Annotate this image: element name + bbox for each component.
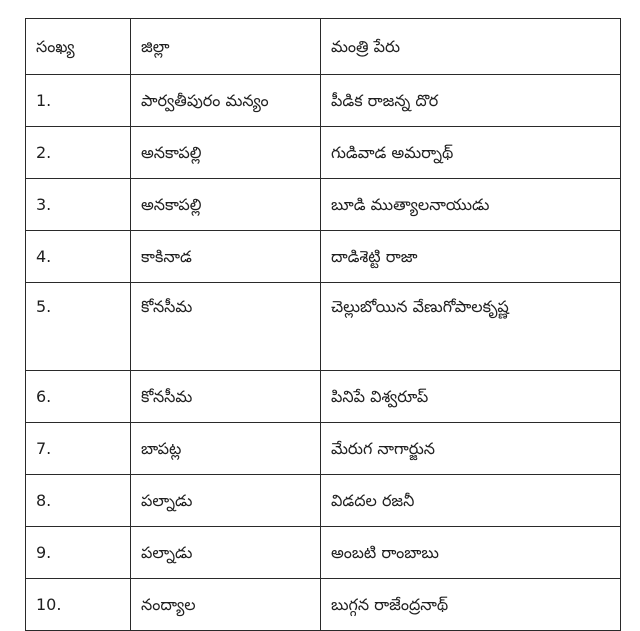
- table-header-row: [26, 19, 621, 75]
- row-minister: గుడివాడ అమర్నాథ్: [321, 127, 621, 179]
- row-district: కోనసీమ: [131, 371, 321, 423]
- row-minister: బుగ్గన రాజేంద్రనాథ్: [321, 579, 621, 631]
- row-number: 7.: [26, 423, 131, 475]
- row-minister: అంబటి రాంబాబు: [321, 527, 621, 579]
- row-district: కోనసీమ: [131, 283, 321, 371]
- table-row: [26, 231, 621, 283]
- row-number: 5.: [26, 283, 131, 371]
- row-number: 6.: [26, 371, 131, 423]
- row-minister: బూడి ముత్యాలనాయుడు: [321, 179, 621, 231]
- row-district: అనకాపల్లి: [131, 127, 321, 179]
- table-row: [26, 423, 621, 475]
- row-minister: విడదల రజనీ: [321, 475, 621, 527]
- row-number: 4.: [26, 231, 131, 283]
- row-number: 8.: [26, 475, 131, 527]
- row-minister: దాడిశెట్టి రాజా: [321, 231, 621, 283]
- table-row: [26, 127, 621, 179]
- table-row: [26, 75, 621, 127]
- row-district: పల్నాడు: [131, 475, 321, 527]
- row-district: కాకినాడ: [131, 231, 321, 283]
- row-minister: పినిపే విశ్వరూప్: [321, 371, 621, 423]
- table-row: [26, 475, 621, 527]
- header-minister-name: మంత్రి పేరు: [321, 19, 621, 75]
- table-row: [26, 179, 621, 231]
- row-minister: పీడిక రాజన్న దొర: [321, 75, 621, 127]
- row-number: 10.: [26, 579, 131, 631]
- header-number: సంఖ్య: [26, 19, 131, 75]
- row-number: 2.: [26, 127, 131, 179]
- row-district: అనకాపల్లి: [131, 179, 321, 231]
- row-minister: చెల్లుబోయిన వేణుగోపాలకృష్ణ: [321, 283, 621, 371]
- header-district: జిల్లా: [131, 19, 321, 75]
- row-minister: మేరుగ నాగార్జున: [321, 423, 621, 475]
- row-number: 3.: [26, 179, 131, 231]
- table-row: [26, 371, 621, 423]
- row-district: పార్వతీపురం మన్యం: [131, 75, 321, 127]
- row-district: నంద్యాల: [131, 579, 321, 631]
- row-number: 1.: [26, 75, 131, 127]
- row-district: బాపట్ల: [131, 423, 321, 475]
- table-row: [26, 527, 621, 579]
- row-number: 9.: [26, 527, 131, 579]
- table-row: [26, 283, 621, 371]
- table-row: [26, 579, 621, 631]
- row-district: పల్నాడు: [131, 527, 321, 579]
- ministers-table: [25, 18, 621, 631]
